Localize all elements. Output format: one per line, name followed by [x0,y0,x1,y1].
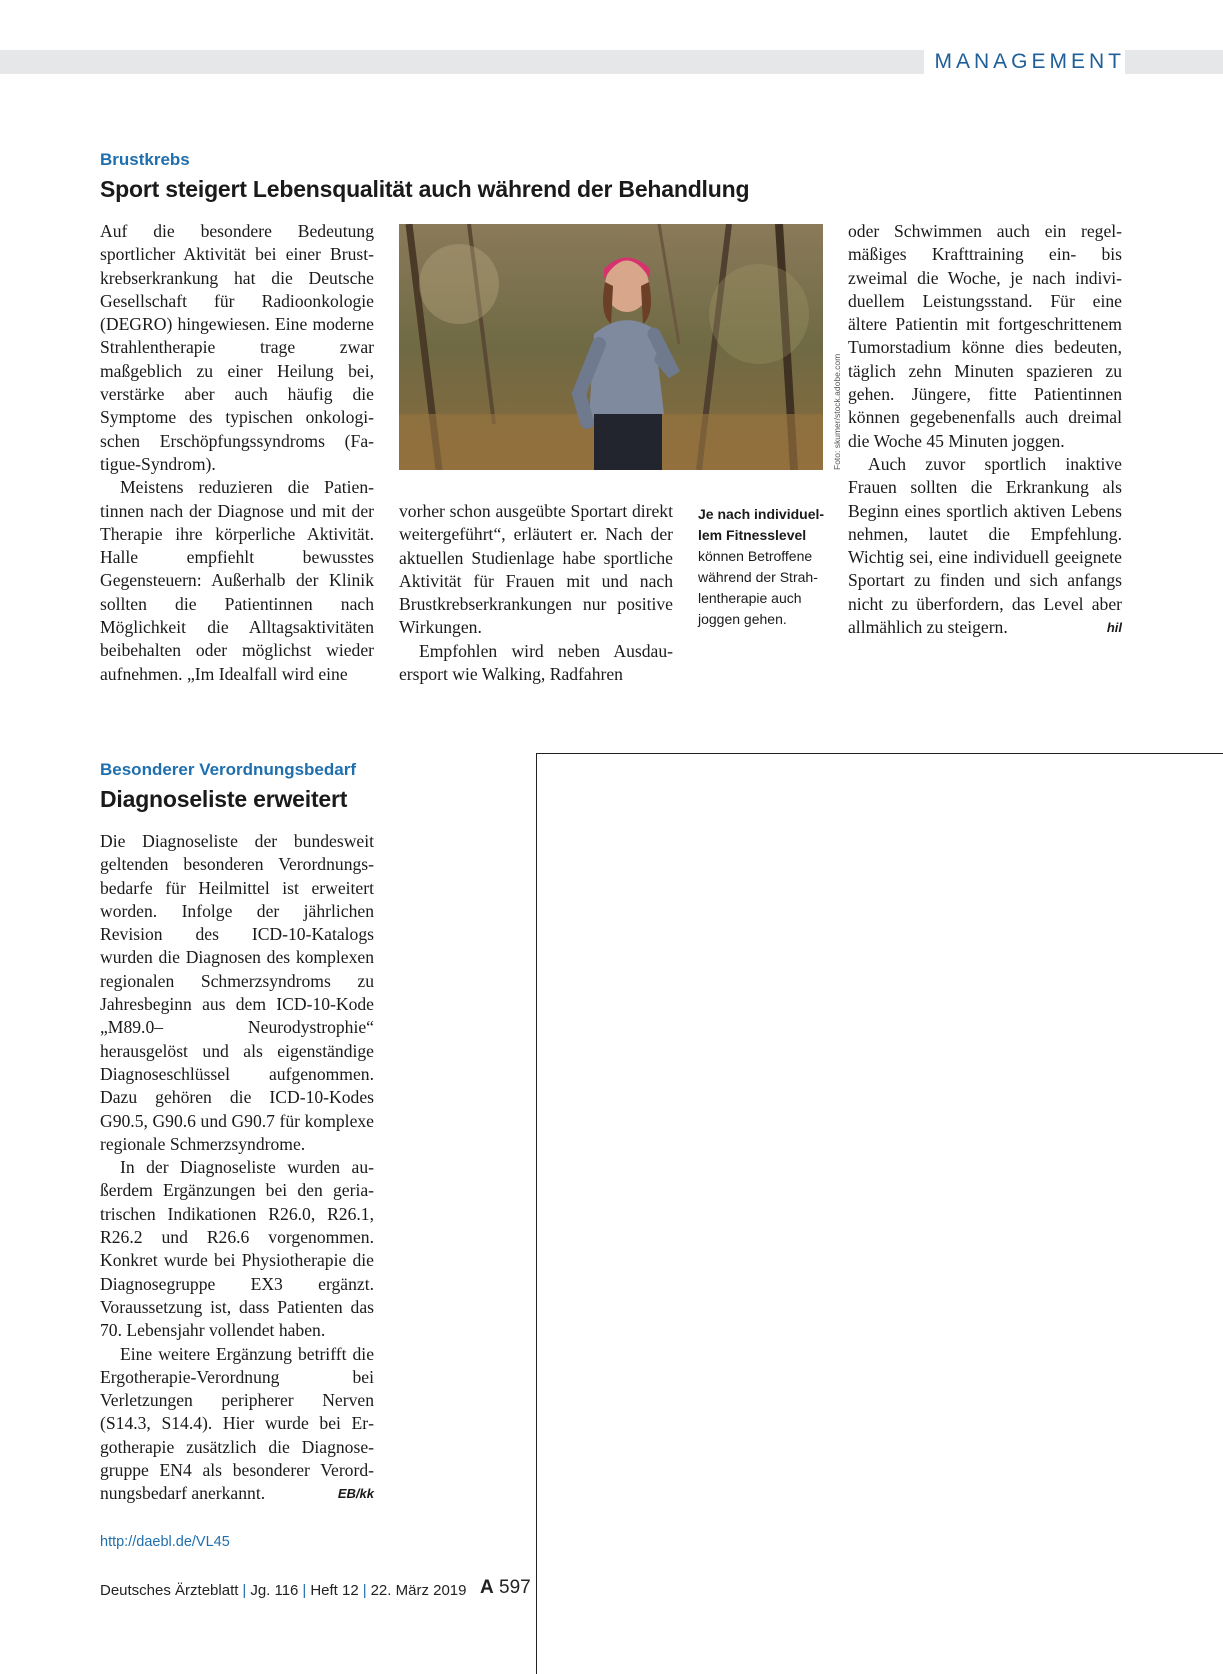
paragraph [848,453,1122,639]
paragraph-text: Eine weitere Ergänzung betrifft die Ergotherapie-Verordnung bei Verletzungen peripherer Nerven (S14.3, S14.4). Hier wurde bei Ergotherapie zusätzlich die Diagnosegruppe EN4 als besonderer Verordnungsbedarf anerkannt. [100,1343,374,1504]
page-number [480,1577,531,1599]
paragraph: vorher schon ausgeübte Sportart direkt weitergeführt“, erläutert er. Nach der aktuellen Studienlage habe sportliche Aktivität für Frauen mit und nach Brustkrebserkrankungen nur positive Wirkungen. [399,501,673,638]
caption-lead: Je nach individuellem Fitnesslevel [698,506,825,543]
footer [100,1582,466,1599]
article1-kicker: Brustkrebs [100,150,190,169]
page-value: 597 [499,1577,531,1598]
caption-text: können Betroffene während der Strahlentherapie auch joggen gehen. [698,548,818,627]
article2-kicker: Besonderer Verordnungsbedarf [100,760,357,779]
photo-caption [698,504,828,630]
article1-headline: Sport steigert Lebensqualität auch während der Behandlung [100,176,750,202]
paragraph: Auf die besondere Bedeutung sportlicher Aktivität bei einer Brustkrebserkrankung hat die Deutsche Gesellschaft für Radioonkologie (DEGRO) hingewiesen. Eine moderne Strahlentherapie trage zwar maßgeblich zu einer Heilung bei, verstärke aber auch häufig die Symptome des typischen onkologischen Erschöpfungssyndroms (Fatigue-Syndrom). [100,221,374,474]
photo-credit: Foto: skumer/stock.adobe.com [832,353,842,470]
jogging-woman-photo [399,224,823,470]
article1-column-2 [399,500,673,686]
issue: Heft 12 [310,1582,359,1599]
paragraph: Die Diagnoseliste der bundesweit geltenden besonderen Verordnungsbedarfe für Heilmittel ist erweitert worden. Infolge der jährlichen Revision des ICD-10-Katalogs wurden die Diagnosen des komplexen regionalen Schmerzsyndroms zu Jahresbeginn aus dem ICD-10-Kode „M89.0– Neurodystrophie“ herausgelöst und als eigenständige Diagnoseschlüssel aufgenommen. Dazu gehören die ICD-10-Kodes G90.5, G90.6 und G90.7 für komplexe regionale Schmerzsyndrome. [100,831,374,1154]
paragraph-text: Auch zuvor sportlich inaktive Frauen sollten die Erkrankung als Beginn eines sportlich aktiven Lebens nehmen, lautet die Empfehlung. Wichtig sei, eine individuell geeignete Sportart zu finden und sich anfangs nicht zu überfordern, das Level aber allmählich zu steigern. [848,453,1122,638]
article2-headline: Diagnoseliste erweitert [100,786,348,812]
author-signature: hil [1106,620,1122,636]
issue-date: 22. März 2019 [370,1582,467,1599]
article2-column [100,830,374,1506]
separator: | [362,1582,367,1599]
separator: | [302,1582,307,1599]
paragraph: In der Diagnoseliste wurden außerdem Ergänzungen bei den geriatrischen Indikationen R26.0, R26.1, R26.2 und R26.6 vorgenommen. Konkret wurde bei Physiotherapie die Diagnosegruppe EX3 ergänzt. Voraussetzung ist, dass Patienten das 70. Lebensjahr vollendet haben. [100,1157,374,1341]
journal-name: Deutsches Ärzteblatt [100,1582,239,1599]
author-signature: EB/kk [337,1486,374,1502]
photo-illustration [399,224,823,470]
paragraph: Empfohlen wird neben Ausdauersport wie Walking, Radfahren [399,640,673,685]
paragraph: oder Schwimmen auch ein regelmäßiges Krafttraining ein- bis zweimal die Woche, je nach individuellem Leistungsstand. Für eine ältere Patientin mit fortgeschrittenem Tumorstadium könne dies bedeuten, täglich zehn Minuten spazieren zu gehen. Jüngere, fitte Patientinnen können gegebenenfalls auch dreimal die Woche 45 Minuten joggen. [848,221,1122,451]
volume: Jg. 116 [250,1582,299,1599]
article1-column-1 [100,220,374,686]
article1-column-3 [848,220,1122,639]
paragraph [100,1343,374,1506]
page-prefix: A [480,1577,494,1598]
separator: | [242,1582,247,1599]
article-link[interactable]: http://daebl.de/VL45 [100,1534,230,1550]
paragraph: Meistens reduzieren die Patientinnen nach der Diagnose und mit der Therapie ihre körperliche Aktivität. Halle empfiehlt bewusstes Gegensteuern: Außerhalb der Klinik sollten die Patientinnen nach Möglichkeit die Alltagsaktivitäten beibehalten oder möglichst wieder aufnehmen. „Im Idealfall wird eine [100,477,374,684]
empty-frame [536,753,1223,1674]
section-label: MANAGEMENT [924,48,1125,76]
